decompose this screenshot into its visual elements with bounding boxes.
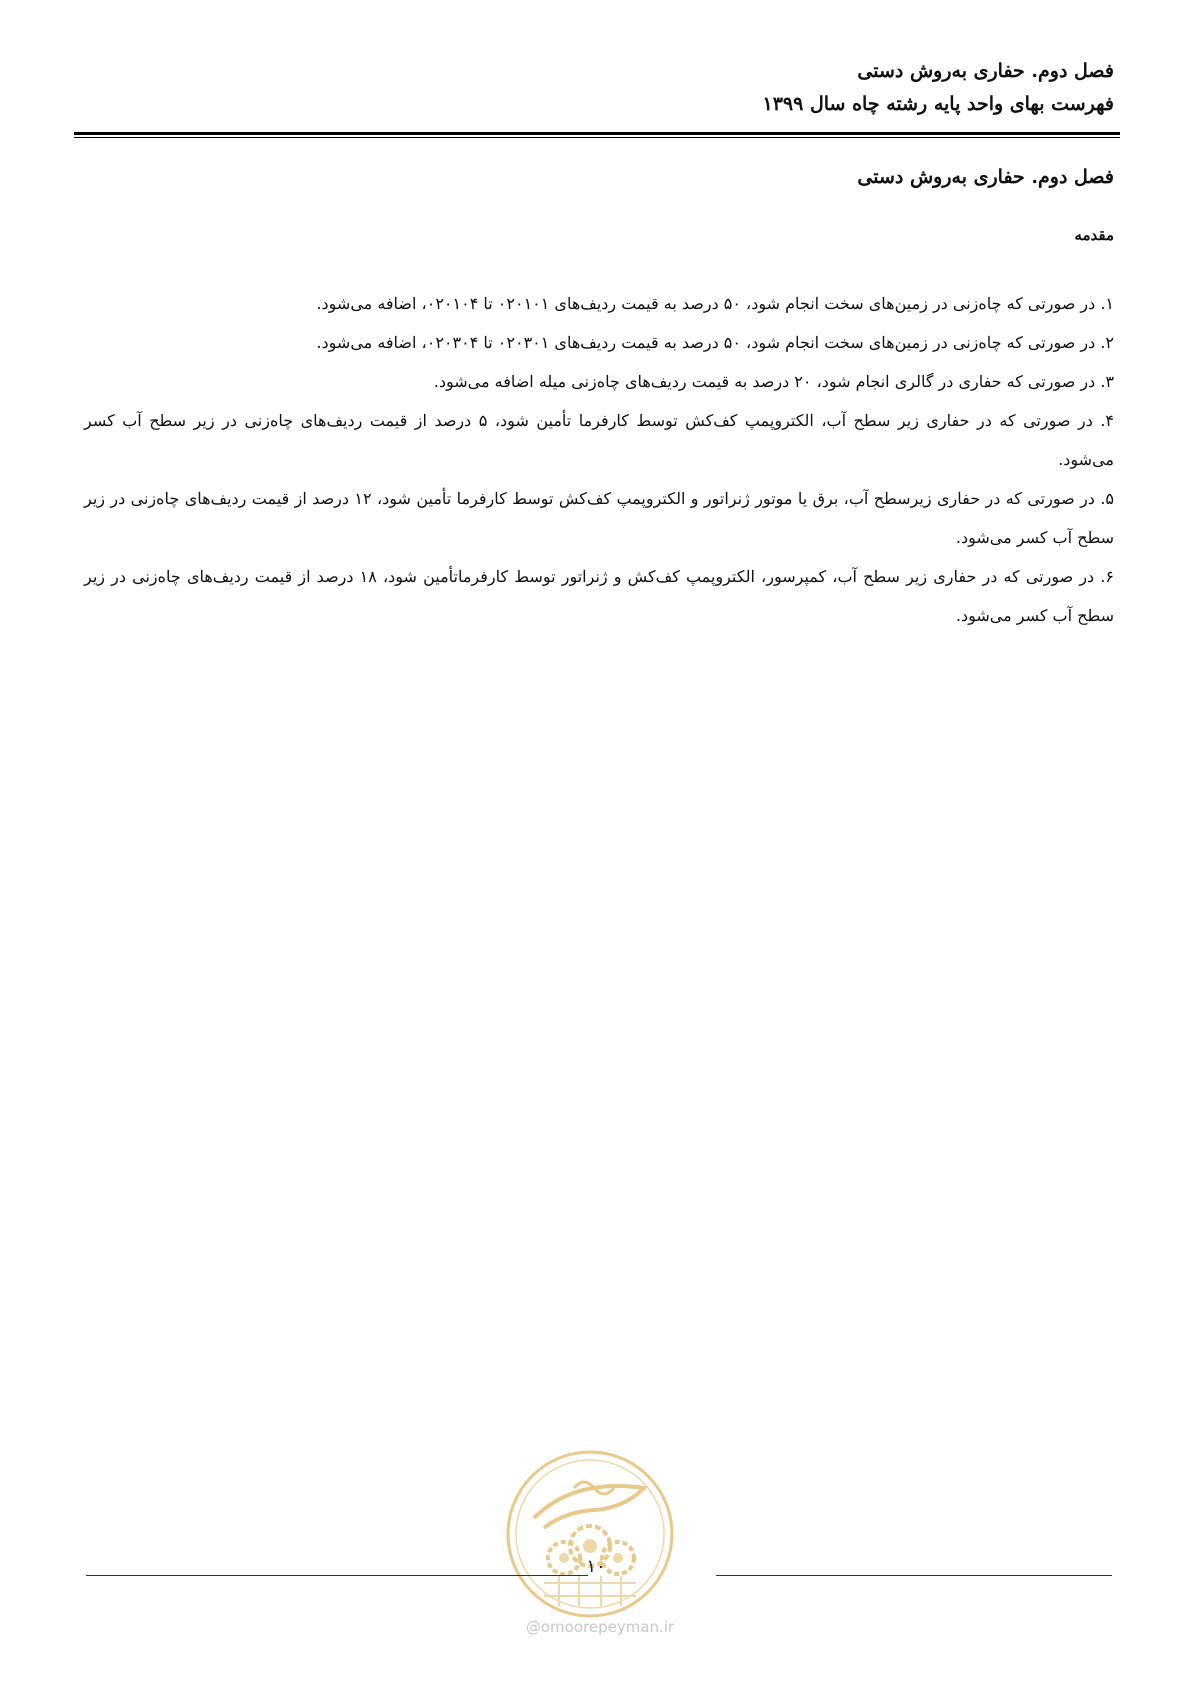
list-item: ۶. در صورتی که در حفاری زیر سطح آب، کمپرسور، الکتروپمپ کف‌کش و ژنراتور توسط کارفرماتأمین شود، ۱۸ درصد از قیمت ردیف‌های چاه‌زنی در زیر سطح آب کسر می‌شود. — [84, 567, 1114, 625]
footer-rule — [716, 1575, 1112, 1576]
watermark-logo-icon — [504, 1448, 676, 1620]
list-item: ۵. در صورتی که در حفاری زیرسطح آب، برق یا موتور ژنراتور و الکتروپمپ کف‌کش توسط کارفرما تأمین شود، ۱۲ درصد از قیمت ردیف‌های چاه‌زنی در زیر سطح آب کسر می‌شود. — [84, 489, 1114, 547]
running-header — [84, 55, 1114, 121]
header-rule-thin — [74, 137, 1120, 138]
list-item: ۴. در صورتی که در حفاری زیر سطح آب، الکتروپمپ کف‌کش توسط کارفرما تأمین شود، ۵ درصد از قیمت ردیف‌های چاه‌زنی در زیر سطح آب کسر می‌شود. — [84, 411, 1114, 469]
intro-label: مقدمه — [1074, 226, 1114, 244]
section-title: فصل دوم. حفاری به‌روش دستی — [857, 166, 1114, 188]
header-rule-thick — [74, 132, 1120, 135]
list-item: ۳. در صورتی که حفاری در گالری انجام شود، ۲۰ درصد به قیمت ردیف‌های چاه‌زنی میله اضافه می‌شود. — [433, 372, 1114, 391]
footer-rule — [86, 1575, 588, 1576]
header-chapter-title: فصل دوم. حفاری به‌روش دستی — [857, 60, 1114, 82]
header-document-title: فهرست بهای واحد پایه رشته چاه سال ۱۳۹۹ — [762, 93, 1114, 115]
watermark-site-text: @omoorepeyman.ir — [525, 1618, 675, 1636]
items-list — [84, 284, 1114, 635]
page-number: ۱۰ — [586, 1556, 606, 1577]
list-item: ۲. در صورتی که چاه‌زنی در زمین‌های سخت انجام شود، ۵۰ درصد به قیمت ردیف‌های ۰۲۰۳۰۱ تا ۰۲۰۳۰۴، اضافه می‌شود. — [316, 333, 1114, 352]
list-item: ۱. در صورتی که چاه‌زنی در زمین‌های سخت انجام شود، ۵۰ درصد به قیمت ردیف‌های ۰۲۰۱۰۱ تا ۰۲۰۱۰۴، اضافه می‌شود. — [316, 294, 1114, 313]
